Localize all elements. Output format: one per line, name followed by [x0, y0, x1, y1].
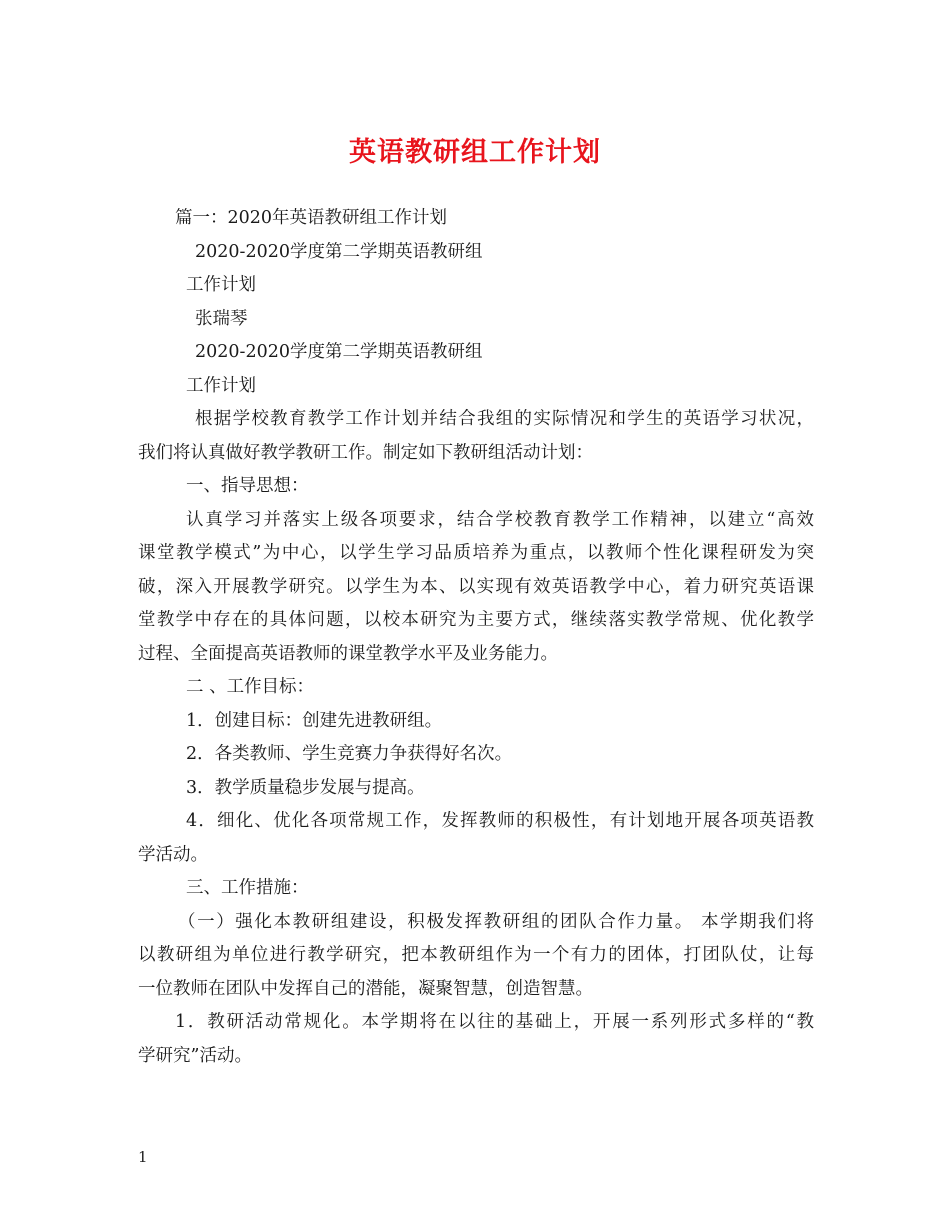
document-body	[138, 202, 814, 1073]
document-title: 英语教研组工作计划	[349, 137, 601, 168]
text-line: 1．创建目标：创建先进教研组。	[186, 710, 443, 731]
text-line: 二 、工作目标：	[186, 677, 315, 697]
text-line: 2020-2020学度第二学期英语教研组	[195, 342, 483, 362]
text-line: 学研究”活动。	[138, 1045, 252, 1066]
text-line: 一位教师在团队中发挥自己的潜能，凝聚智慧，创造智慧。	[138, 978, 593, 999]
text-line: 工作计划	[186, 375, 256, 396]
text-line: 根据学校教育教学工作计划并结合我组的实际情况和学生的英语学习状况，	[195, 409, 814, 429]
text-line: 1．教研活动常规化。本学期将在以往的基础上，开展一系列形式多样的“教	[175, 1012, 814, 1032]
text-line: 2．各类教师、学生竞赛力争获得好名次。	[186, 744, 513, 764]
text-line: 一、指导思想：	[186, 476, 309, 496]
text-line: 过程、全面提高英语教师的课堂教学水平及业务能力。	[138, 643, 558, 664]
text-line: 工作计划	[186, 275, 256, 295]
text-line: 课堂教学模式”为中心，以学生学习品质培养为重点，以教师个性化课程研发为突	[138, 543, 814, 563]
text-line: 认真学习并落实上级各项要求，结合学校教育教学工作精神，以建立“高效	[186, 509, 814, 530]
text-line: 张瑞琴	[195, 308, 248, 329]
text-line: 2020-2020学度第二学期英语教研组	[195, 241, 483, 262]
text-line: 堂教学中存在的具体问题，以校本研究为主要方式，继续落实教学常规、优化教学	[138, 610, 814, 630]
text-line: 我们将认真做好教学教研工作。制定如下教研组活动计划：	[138, 442, 593, 463]
text-line: 破，深入开展教学研究。以学生为本、以实现有效英语教学中心，着力研究英语课	[138, 576, 814, 597]
text-line: 3．教学质量稳步发展与提高。	[186, 777, 425, 798]
text-line: 篇一：2020年英语教研组工作计划	[175, 208, 448, 228]
text-line: （一）强化本教研组建设，积极发挥教研组的团队合作力量。 本学期我们将	[178, 911, 814, 932]
text-line: 以教研组为单位进行教学研究，把本教研组作为一个有力的团体，打团队仗，让每	[138, 945, 814, 965]
page-number: 1	[138, 1148, 148, 1166]
text-line: 三、工作措施：	[186, 878, 309, 898]
text-line: 学活动。	[138, 844, 208, 865]
text-line: 4．细化、优化各项常规工作，发挥教师的积极性，有计划地开展各项英语教	[186, 811, 814, 831]
